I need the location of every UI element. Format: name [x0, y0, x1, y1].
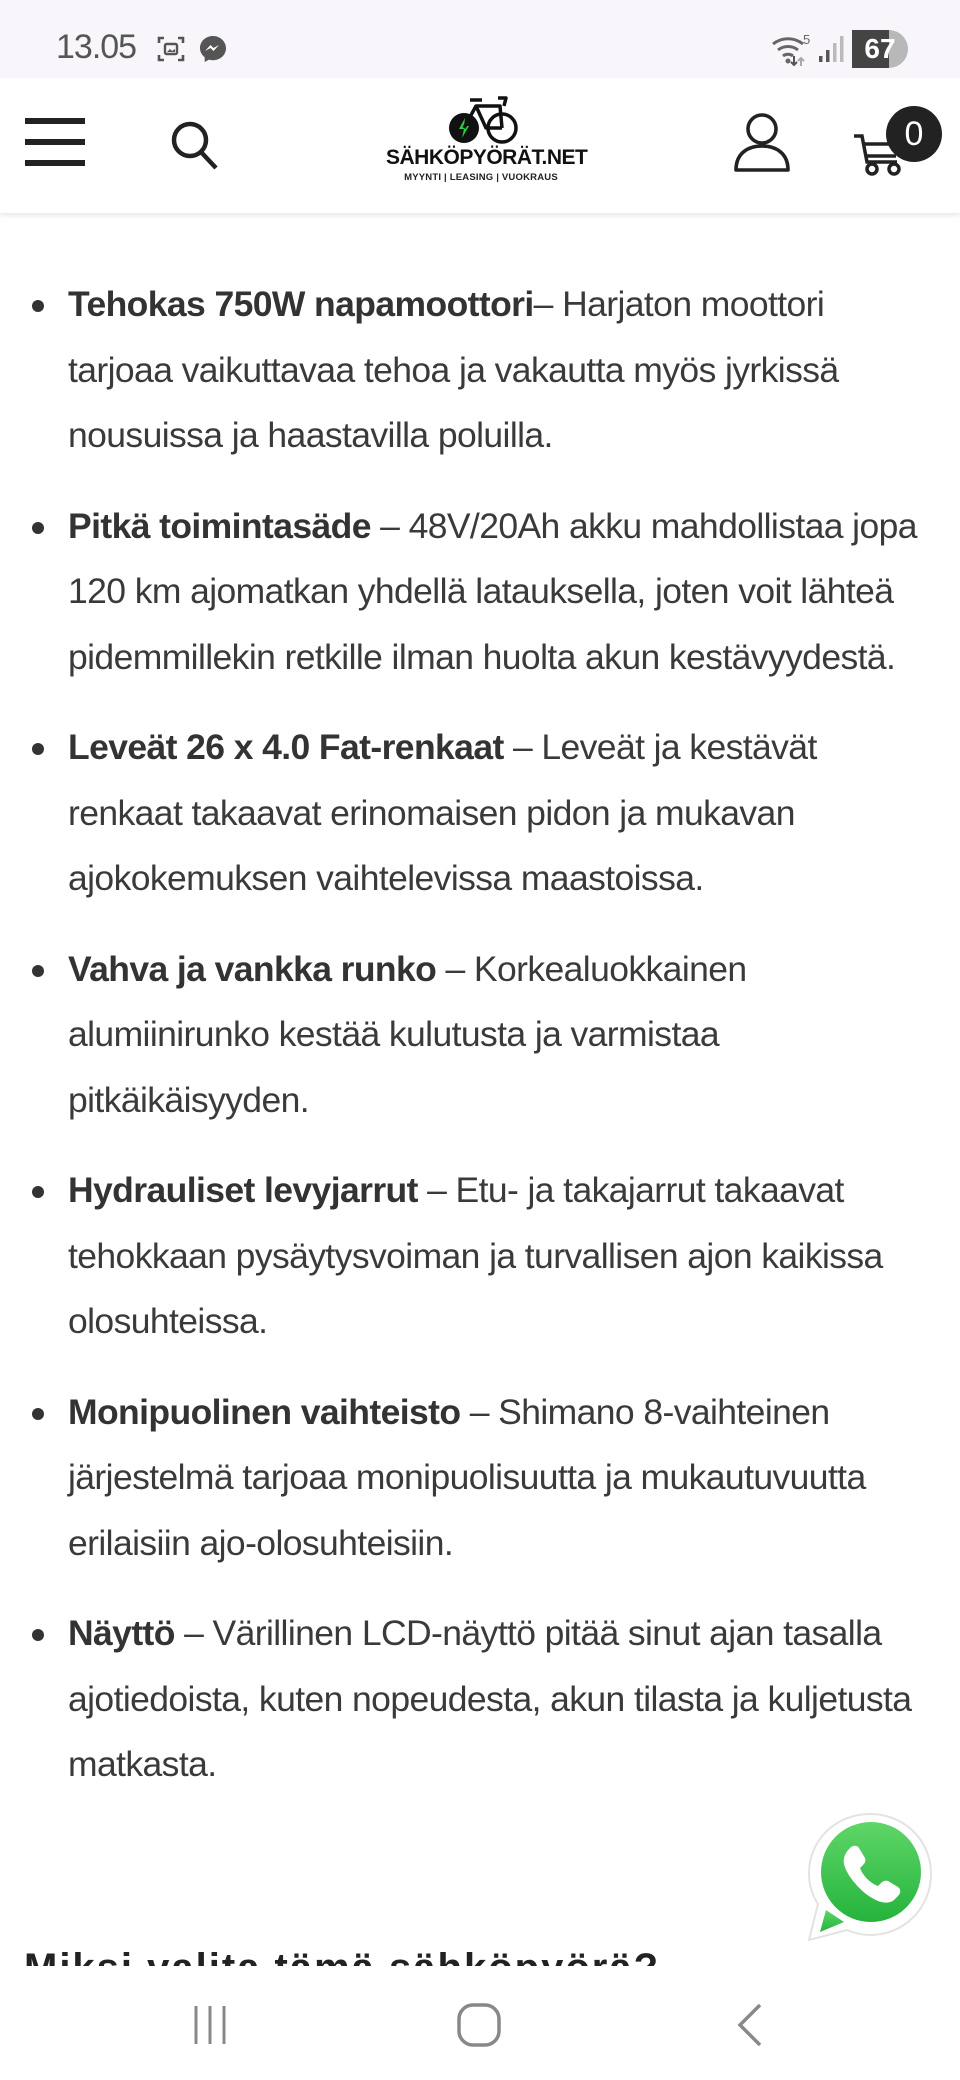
feature-text: Leveät ja kestävät renkaat takaavat erinomaisen pidon ja mukavan ajokokemuksen vaihtelevissa maastoissa. — [68, 727, 817, 898]
feature-text: Shimano 8-vaihteinen järjestelmä tarjoaa monipuolisuutta ja mukautuvuutta erilaisiin ajo-olosuhteisiin. — [68, 1391, 866, 1563]
feature-list-item: Tehokas 750W napamoottori– Harjaton moottori tarjoaa vaikuttavaa tehoa ja vakautta myös jyrkissä nousuissa ja haastavilla poluilla. — [68, 272, 936, 469]
logo-name: SÄHKÖPYÖRÄT.NET — [386, 146, 588, 169]
feature-title: Tehokas 750W napamoottori — [68, 284, 534, 324]
home-icon[interactable] — [456, 2002, 502, 2048]
ebike-logo-icon — [386, 88, 576, 146]
recent-apps-icon[interactable] — [190, 2004, 230, 2046]
product-description — [0, 214, 960, 1823]
feature-title: Monipuolinen vaihteisto — [68, 1391, 461, 1432]
site-header — [0, 78, 960, 214]
cart-count-badge: 0 — [886, 106, 942, 162]
back-icon[interactable] — [730, 2002, 770, 2048]
feature-title: Vahva ja vankka runko — [68, 948, 437, 989]
logo-tagline: MYYNTI | LEASING | VUOKRAUS — [404, 172, 558, 183]
feature-list — [0, 272, 960, 1798]
hamburger-menu-icon — [25, 118, 85, 124]
whatsapp-icon[interactable] — [800, 1808, 940, 1948]
feature-text: 48V/20Ah akku mahdollistaa jopa 120 km ajomatkan yhdellä latauksella, joten voit lähteä pidemmillekin retkille ilman huolta akun kestävyydestä. — [68, 505, 917, 677]
svg-text:5: 5 — [803, 32, 811, 47]
system-navigation-bar — [0, 1966, 960, 2080]
messenger-icon — [198, 34, 228, 64]
battery-indicator — [852, 30, 908, 68]
battery-percent: 67 — [864, 33, 896, 64]
feature-title: Näyttö — [68, 1613, 175, 1653]
cart-button[interactable] — [852, 106, 942, 176]
status-time: 13.05 — [56, 28, 137, 66]
site-logo[interactable] — [386, 88, 588, 198]
wifi-icon — [770, 32, 814, 68]
feature-list-item: Vahva ja vankka runko – Korkealuokkainen alumiinirunko kestää kulutusta ja varmistaa pitkäikäisyyden. — [68, 937, 936, 1134]
user-icon[interactable] — [730, 110, 794, 174]
feature-list-item: Leveät 26 x 4.0 Fat-renkaat – Leveät ja kestävät renkaat takaavat erinomaisen pidon ja mukavan ajokokemuksen vaihtelevissa maastoissa. — [68, 715, 936, 912]
feature-list-item: Hydrauliset levyjarrut – Etu- ja takajarrut takaavat tehokkaan pysäytysvoiman ja turvallisen ajon kaikissa olosuhteissa. — [68, 1158, 936, 1355]
feature-list-item: Näyttö – Värillinen LCD-näyttö pitää sinut ajan tasalla ajotiedoista, kuten nopeudesta, akun tilasta ja kuljetusta matkasta. — [68, 1601, 936, 1798]
feature-list-item: Pitkä toimintasäde – 48V/20Ah akku mahdollistaa jopa 120 km ajomatkan yhdellä latauksella, joten voit lähteä pidemmillekin retkille ilman huolta akun kestävyydestä. — [68, 494, 936, 691]
feature-text: Korkealuokkainen alumiinirunko kestää kulutusta ja varmistaa pitkäikäisyyden. — [68, 948, 747, 1120]
status-bar — [0, 0, 960, 78]
signal-icon — [818, 34, 846, 64]
feature-text: Värillinen LCD-näyttö pitää sinut ajan tasalla ajotiedoista, kuten nopeudesta, akun tilasta ja kuljetusta matkasta. — [68, 1613, 912, 1784]
feature-text: Etu- ja takajarrut takaavat tehokkaan pysäytysvoiman ja turvallisen ajon kaikissa olosuhteissa. — [68, 1170, 883, 1341]
feature-list-item: Monipuolinen vaihteisto – Shimano 8-vaihteinen järjestelmä tarjoaa monipuolisuutta ja mukautuvuutta erilaisiin ajo-olosuhteisiin. — [68, 1380, 936, 1577]
feature-text: Harjaton moottori tarjoaa vaikuttavaa tehoa ja vakautta myös jyrkissä nousuissa ja haastavilla poluilla. — [68, 284, 839, 455]
screenshot-icon — [156, 34, 186, 64]
hamburger-menu-button[interactable] — [22, 116, 88, 172]
feature-title: Leveät 26 x 4.0 Fat-renkaat — [68, 727, 504, 767]
search-icon[interactable] — [168, 116, 224, 176]
feature-title: Pitkä toimintasäde — [68, 505, 371, 546]
feature-title: Hydrauliset levyjarrut — [68, 1170, 418, 1210]
